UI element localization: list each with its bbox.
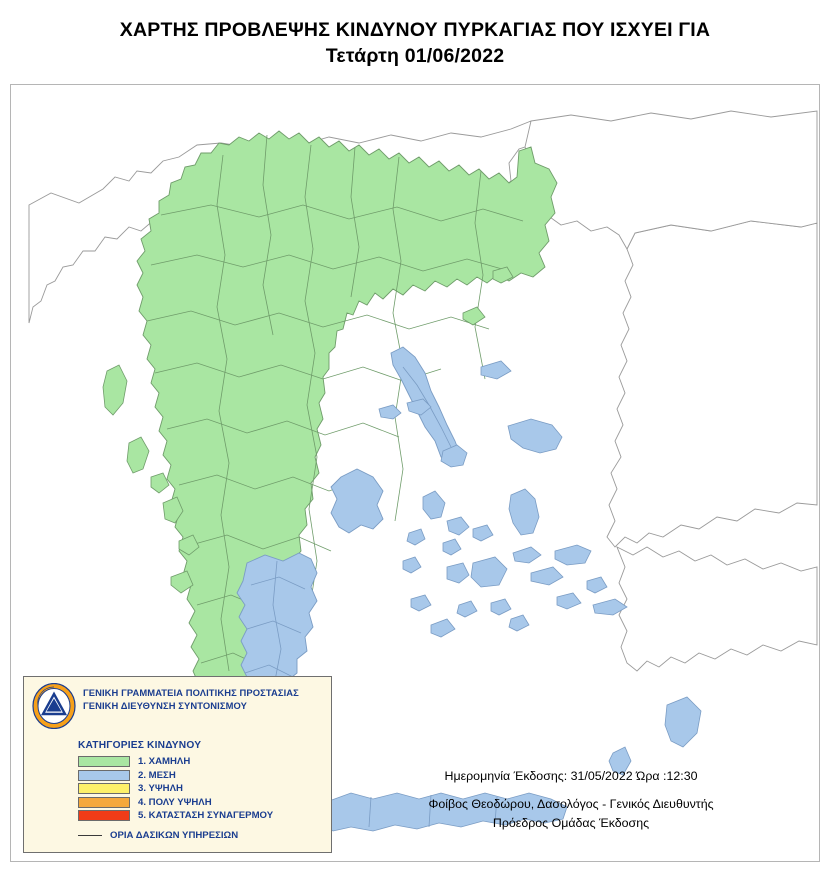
author-name: Φοίβος Θεοδώρου, Δασολόγος - Γενικός Διευθυντής <box>428 796 714 811</box>
title-line-2: Τετάρτη 01/06/2022 <box>325 44 505 67</box>
legend-label-2: 2. ΜΕΣΗ <box>138 769 176 781</box>
legend-label-3: 3. ΥΨΗΛΗ <box>138 783 183 795</box>
legend-boundary-row <box>78 830 323 841</box>
org-line-1: ΓΕΝΙΚΗ ΓΡΑΜΜΑΤΕΙΑ ΠΟΛΙΤΙΚΗΣ ΠΡΟΣΤΑΣΙΑΣ <box>83 687 299 698</box>
author-role: Πρόεδρος Ομάδας Έκδοσης <box>492 815 650 830</box>
legend-swatch-high <box>78 783 130 794</box>
page-title <box>0 0 830 70</box>
legend-item-1 <box>78 755 323 769</box>
legend-item-3 <box>78 782 323 796</box>
org-line-2: ΓΕΝΙΚΗ ΔΙΕΥΘΥΝΣΗ ΣΥΝΤΟΝΙΣΜΟΥ <box>83 699 247 711</box>
credits-block <box>361 767 781 833</box>
legend-swatch-very-high <box>78 797 130 808</box>
legend-items <box>78 755 323 823</box>
boundary-line-icon <box>78 835 102 836</box>
legend-categories-title: ΚΑΤΗΓΟΡΙΕΣ ΚΙΝΔΥΝΟΥ <box>78 740 202 751</box>
legend-label-4: 4. ΠΟΛΥ ΥΨΗΛΗ <box>138 796 212 808</box>
legend-box <box>23 676 332 853</box>
civil-protection-logo-icon <box>32 683 76 729</box>
legend-header <box>32 683 323 729</box>
legend-item-5 <box>78 809 323 823</box>
legend-label-5: 5. ΚΑΤΑΣΤΑΣΗ ΣΥΝΑΓΕΡΜΟΥ <box>138 810 274 822</box>
legend-organisation <box>83 683 299 712</box>
map-frame <box>10 84 820 862</box>
title-line-1: ΧΑΡΤΗΣ ΠΡΟΒΛΕΨΗΣ ΚΙΝΔΥΝΟΥ ΠΥΡΚΑΓΙΑΣ ΠΟΥ ΙΣΧΥΕΙ ΓΙΑ <box>119 19 711 41</box>
legend-swatch-low <box>78 756 130 767</box>
mainland-low-risk-region <box>137 131 557 717</box>
legend-boundary-label: ΟΡΙΑ ΔΑΣΙΚΩΝ ΥΠΗΡΕΣΙΩΝ <box>110 829 239 841</box>
issue-date: Ημερομηνία Έκδοσης: 31/05/2022 Ώρα :12:30 <box>444 769 698 784</box>
legend-swatch-medium <box>78 770 130 781</box>
legend-item-2 <box>78 769 323 783</box>
legend-item-4 <box>78 796 323 810</box>
legend-swatch-alert <box>78 810 130 821</box>
legend-label-1: 1. ΧΑΜΗΛΗ <box>138 756 191 768</box>
